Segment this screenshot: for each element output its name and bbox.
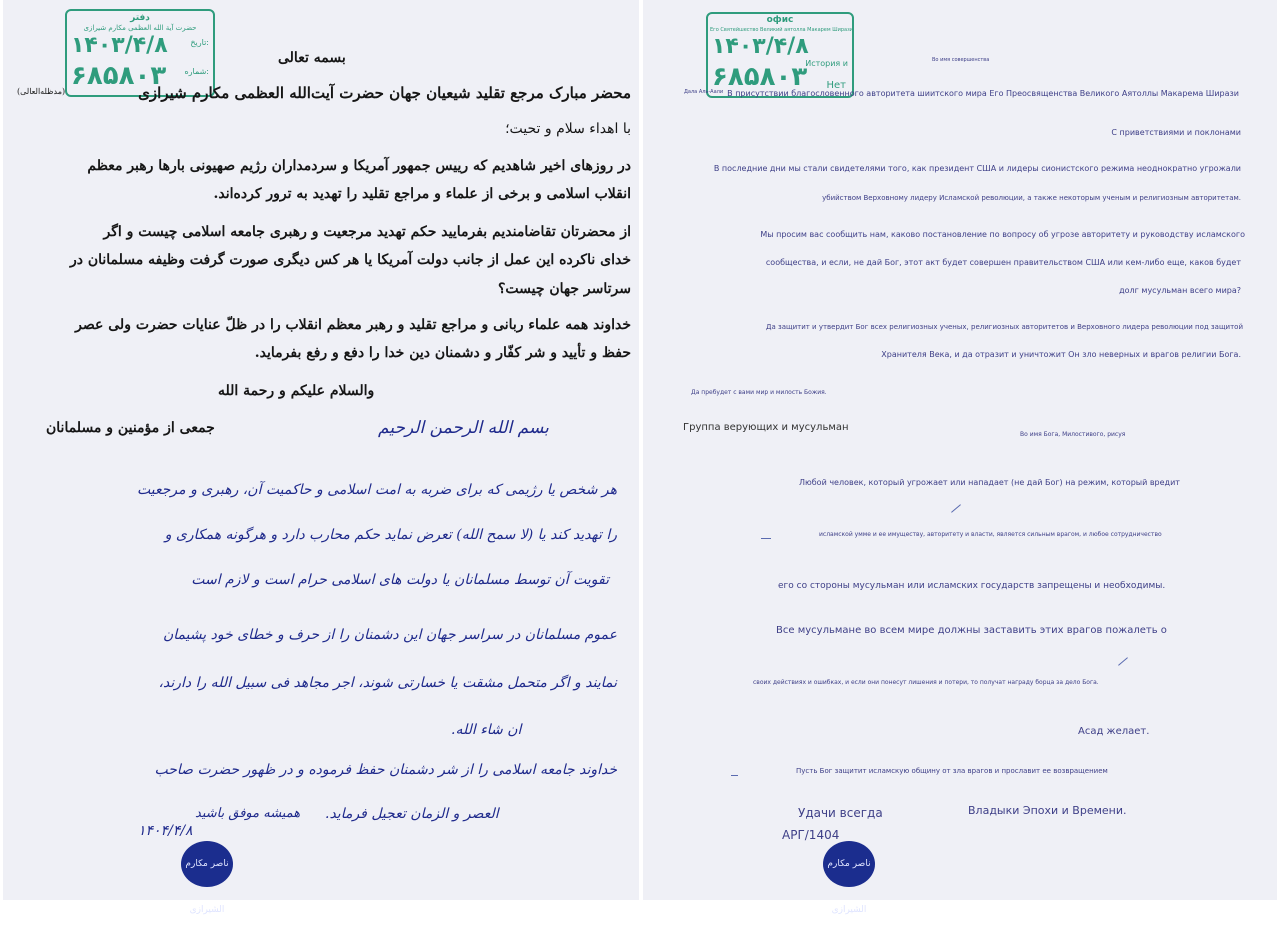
stamp-number: ۶۸۵۸۰۳ (71, 61, 167, 91)
bismillah-heading: بسمه تعالی (278, 50, 346, 66)
paragraph-2-line-1: از محضرتان تقاضامندیم بفرمایید حکم تهدید مرجعیت و رهبری جامعه اسلامی چیست و اگر (103, 224, 631, 240)
handwritten-line-2: را تهدید کند یا (لا سمح الله) تعرض نماید حکم محارب دارد و هرگونه همکاری و (164, 527, 617, 543)
handwritten-date-translation: АРГ/1404 (782, 828, 840, 842)
stamp-subtitle: حضرت آیة الله العظمی مکارم شیرازی (83, 24, 197, 32)
handwritten-wish: همیشه موفق باشید (195, 806, 301, 821)
translated-paragraph-3-line-1: Да защитит и утвердит Бог всех религиозных ученых, религиозных авторитетов и Верховного лидера революции под защитой (765, 323, 1243, 331)
translated-address: В присутствии благословенного авторитета шиитского мира Его Преосвященства Великого Аятоллы Макарема Ширази (727, 89, 1239, 98)
ink-stroke (761, 538, 771, 539)
official-seal: ناصر مکارم الشیرازی (823, 841, 875, 887)
letter-greeting: با اهداء سلام و تحیت؛ (505, 121, 631, 137)
original-letter-page (3, 0, 639, 915)
handwritten-line-1-translation: Любой человек, который угрожает или нападает (не дай Бог) на режим, который вредит (799, 478, 1180, 487)
side-note: Дала Аль-Аали (684, 89, 724, 95)
handwritten-line-6: ان شاء الله. (451, 722, 522, 738)
translated-paragraph-2-line-2: сообщества, и если, не дай Бог, этот акт будет совершен правительством США или кем-либо еще, каков будет (765, 258, 1241, 267)
signature-line: جمعی از مؤمنین و مسلمانان (46, 420, 215, 436)
paragraph-3-line-1: خداوند همه علماء ربانی و مراجع تقلید و رهبر معظم انقلاب را در ظلّ عنایات حضرت ولی عصر (75, 317, 631, 333)
translated-stamp (706, 12, 854, 98)
stamp-history-label: История и (805, 59, 848, 68)
handwritten-line-4-translation: Все мусульмане во всем мире должны заставить этих врагов пожалеть о (776, 625, 1167, 636)
superior-heading: Во имя совершенства (932, 57, 990, 63)
handwritten-date: ۱۴۰۴/۴/۸ (138, 823, 193, 839)
translated-signature: Группа верующих и мусульман (683, 422, 849, 433)
stamp-number: ۶۸۵۸۰۳ (712, 62, 808, 92)
handwritten-line-2-translation: исламской умме и ее имуществу, авторитету и власти, является сильным врагом, и любое сотрудничество (819, 531, 1162, 538)
paragraph-3-line-2: حفظ و تأیید و شر کفّار و دشمنان دین خدا را دفع و رفع بفرماید. (254, 345, 631, 361)
stamp-subtitle: Его Святейшество Великий аятолла Макарем Ширази (710, 27, 853, 33)
handwritten-line-8: العصر و الزمان تعجیل فرماید. (325, 806, 499, 822)
official-seal: ناصر مکارم الشیرازی (181, 841, 233, 887)
handwritten-wish-translation: Удачи всегда (798, 806, 883, 820)
paragraph-2-line-2: خدای ناکرده این عمل از جانب دولت آمریکا یا هر کس دیگری صورت گرفت وظیفه مسلمانان در (69, 252, 631, 268)
translated-greeting: С приветствиями и поклонами (1111, 128, 1241, 137)
stamp-date-label: تاریخ: (190, 38, 209, 47)
paragraph-1-line-2: انقلاب اسلامی و برخی از علماء و مراجع تقلید را تهدید به ترور کرده‌اند. (213, 186, 631, 202)
handwritten-line-1: هر شخص یا رژیمی که برای ضربه به امت اسلامی و حاکمیت آن، رهبری و مرجعیت (137, 482, 617, 498)
paragraph-1-line-1: در روزهای اخیر شاهدیم که رییس جمهور آمریکا و سردمداران رژیم صهیونی بارها رهبر معظم (87, 158, 631, 174)
handwritten-bismillah-translation: Во имя Бога, Милостивого, рисуя (1020, 431, 1126, 438)
handwritten-line-7: خداوند جامعه اسلامی را از شر دشمنان حفظ فرموده و در ظهور حضرت صاحب (154, 762, 617, 778)
handwritten-line-5-translation: своих действиях и ошибках, и если они понесут лишения и потери, то получат награду борца за дело Бога. (753, 679, 1099, 686)
translated-paragraph-2-line-1: Мы просим вас сообщить нам, каково постановление по вопросу об угрозе авторитету и руководству исламского (760, 230, 1245, 239)
ink-stroke (731, 775, 738, 776)
handwritten-line-5: نمایند و اگر متحمل مشقت یا خسارتی شوند، اجر مجاهد فی سبیل الله را دارند، (158, 675, 617, 691)
handwritten-bismillah: بسم الله الرحمن الرحیم (378, 418, 549, 438)
handwritten-line-3: تقویت آن توسط مسلمانان یا دولت های اسلامی حرام است و لازم است (191, 572, 609, 588)
handwritten-lord-translation: Владыки Эпохи и Времени. (968, 804, 1127, 817)
stamp-date: ۱۴۰۳/۴/۸ (712, 34, 809, 59)
ink-stroke (1118, 657, 1128, 665)
stamp-title: دفتر (130, 13, 150, 23)
translated-paragraph-2-line-3: долг мусульман всего мира? (1119, 286, 1241, 295)
translated-paragraph-1-line-1: В последние дни мы стали свидетелями того, как президент США и лидеры сионистского режима неоднократно угрожали (713, 164, 1241, 173)
address-note: (مدظله‌العالی) (17, 87, 66, 96)
stamp-number-label: شماره: (184, 67, 209, 76)
paragraph-2-line-3: سرتاسر جهان چیست؟ (497, 281, 631, 297)
handwritten-line-7-translation: Пусть Бог защитит исламскую общину от зла врагов и прославит ее возвращением (796, 767, 1108, 775)
closing-line: والسلام علیکم و رحمة الله (218, 383, 375, 399)
stamp-no-label: Нет (826, 80, 846, 91)
letter-address: محضر مبارک مرجع تقلید شیعیان جهان حضرت آیت‌الله العظمی مکارم شیرازی (138, 84, 631, 102)
translated-letter-page (643, 0, 1277, 915)
translated-paragraph-3-line-2: Хранителя Века, и да отразит и уничтожит Он зло неверных и врагов религии Бога. (881, 350, 1241, 359)
translated-paragraph-1-line-2: убийством Верховному лидеру Исламской революции, а также некоторым ученым и религиозным авторитетам. (822, 194, 1241, 202)
ink-stroke (951, 504, 961, 512)
handwritten-line-3-translation: его со стороны мусульман или исламских государств запрещены и необходимы. (778, 581, 1166, 591)
translated-closing: Да пребудет с вами мир и милость Божия. (691, 389, 827, 396)
stamp-date: ۱۴۰۳/۴/۸ (71, 33, 168, 58)
stamp-office: офис (766, 15, 794, 25)
handwritten-line-6-translation: Асад желает. (1078, 726, 1150, 737)
handwritten-line-4: عموم مسلمانان در سراسر جهان این دشمنان را از حرف و خطای خود پشیمان (162, 627, 617, 643)
